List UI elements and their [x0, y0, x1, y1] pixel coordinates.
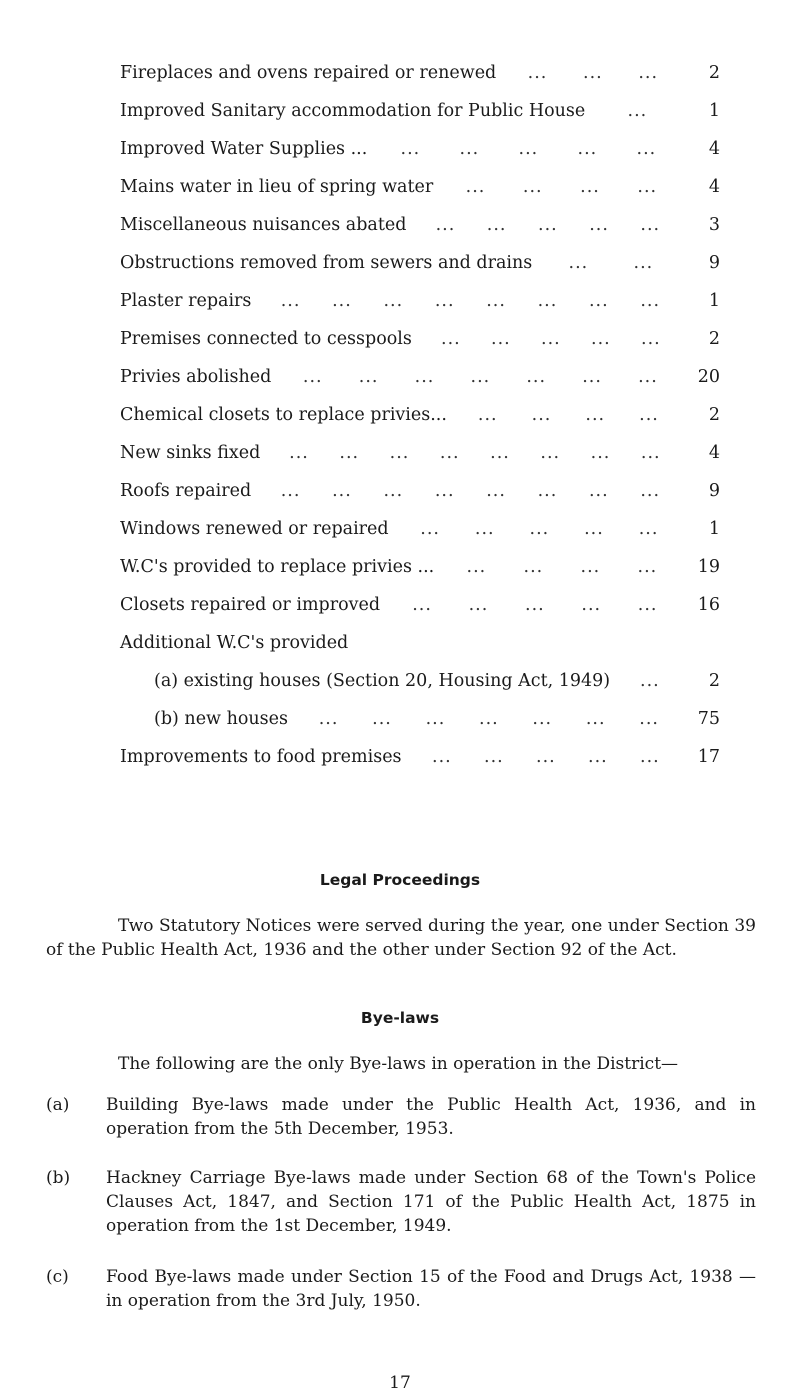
- bye-laws-heading: Bye-laws: [360, 1009, 440, 1027]
- item-label: Roofs repaired: [120, 481, 252, 501]
- list-item: Mains water in lieu of spring water 4 ... ... ... ...: [120, 168, 720, 206]
- item-value: 4: [708, 139, 720, 159]
- item-label: Closets repaired or improved: [120, 595, 381, 615]
- item-label: Chemical closets to replace privies...: [120, 405, 447, 425]
- item-value: 75: [697, 709, 720, 729]
- item-value: 9: [708, 253, 720, 273]
- item-label: (a) existing houses (Section 20, Housing Act, 1949): [154, 671, 611, 691]
- list-item: Premises connected to cesspools 2 ... ... ... ... ...: [120, 320, 720, 358]
- list-item: (a) existing houses (Section 20, Housing Act, 1949) 2 ...: [120, 662, 720, 700]
- list-item: Improvements to food premises 17 ... ... ... ... ...: [120, 738, 720, 776]
- item-label: W.C's provided to replace privies ...: [120, 557, 435, 577]
- legal-proceedings-heading: Legal Proceedings: [319, 871, 481, 889]
- bye-law-letter: (c): [46, 1267, 69, 1287]
- item-value: 4: [708, 177, 720, 197]
- bye-law-item-a: [46, 1093, 756, 1143]
- item-value: 20: [697, 367, 720, 387]
- bye-law-text: Building Bye-laws made under the Public Health Act, 1936, and in operation from the 5th December, 1953.: [106, 1095, 756, 1139]
- item-value: 19: [697, 557, 720, 577]
- list-item: Plaster repairs 1 ... ... ... ... ... ... ... ...: [120, 282, 720, 320]
- item-value: 16: [697, 595, 720, 615]
- list-item: Closets repaired or improved 16 ... ... ... ... ...: [120, 586, 720, 624]
- item-label: Improvements to food premises: [120, 747, 402, 767]
- item-label: Plaster repairs: [120, 291, 252, 311]
- item-value: 2: [708, 671, 720, 691]
- item-label: Mains water in lieu of spring water: [120, 177, 434, 197]
- item-value: 4: [708, 443, 720, 463]
- item-value: 3: [708, 215, 720, 235]
- item-value: 9: [708, 481, 720, 501]
- bye-law-item-c: [46, 1265, 756, 1315]
- item-label: Additional W.C's provided: [120, 633, 349, 653]
- item-value: 2: [708, 329, 720, 349]
- list-item: New sinks fixed 4 ... ... ... ... ... ... ... ...: [120, 434, 720, 472]
- item-label: Improved Water Supplies ...: [120, 139, 368, 159]
- item-value: 1: [708, 519, 720, 539]
- list-item: Fireplaces and ovens repaired or renewed 2 ... ... ...: [120, 54, 720, 92]
- list-item: Roofs repaired 9 ... ... ... ... ... ... ... ...: [120, 472, 720, 510]
- list-item: [120, 624, 720, 662]
- item-value: 1: [708, 291, 720, 311]
- item-label: Miscellaneous nuisances abated: [120, 215, 407, 235]
- bye-law-letter: (a): [46, 1095, 70, 1115]
- item-value: 1: [708, 101, 720, 121]
- legal-proceedings-text: Two Statutory Notices were served during the year, one under Section 39 of the Public Health Act, 1936 and the other under Section 92 of the Act.: [46, 916, 756, 960]
- item-value: 17: [697, 747, 720, 767]
- bye-laws-intro: The following are the only Bye-laws in operation in the District—: [118, 1054, 679, 1074]
- list-item: Improved Sanitary accommodation for Public House 1 ...: [120, 92, 720, 130]
- item-value: 2: [708, 63, 720, 83]
- list-item: Improved Water Supplies ... 4 ... ... ... ... ...: [120, 130, 720, 168]
- item-label: Windows renewed or repaired: [120, 519, 389, 539]
- item-label: Privies abolished: [120, 367, 272, 387]
- item-label: Premises connected to cesspools: [120, 329, 412, 349]
- list-item: Windows renewed or repaired 1 ... ... ... ... ...: [120, 510, 720, 548]
- list-item: Miscellaneous nuisances abated 3 ... ... ... ... ...: [120, 206, 720, 244]
- list-item: W.C's provided to replace privies ... 19 ... ... ... ...: [120, 548, 720, 586]
- item-label: New sinks fixed: [120, 443, 261, 463]
- page-number: 17: [389, 1373, 411, 1393]
- item-label: Obstructions removed from sewers and drains: [120, 253, 533, 273]
- bye-law-item-b: [46, 1166, 756, 1240]
- item-label: Fireplaces and ovens repaired or renewed: [120, 63, 497, 83]
- list-item: (b) new houses 75 ... ... ... ... ... ... ...: [120, 700, 720, 738]
- item-label: (b) new houses: [154, 709, 288, 729]
- bye-law-text: Hackney Carriage Bye-laws made under Section 68 of the Town's Police Clauses Act, 1847, and Section 171 of the Public Health Act, 1875 in operation from the 1st December, 1949.: [106, 1168, 756, 1236]
- bye-law-text: Food Bye-laws made under Section 15 of the Food and Drugs Act, 1938 — in operation from the 3rd July, 1950.: [106, 1267, 756, 1311]
- works-list: [120, 54, 720, 776]
- item-value: 2: [708, 405, 720, 425]
- bye-law-letter: (b): [46, 1168, 71, 1188]
- list-item: Privies abolished 20 ... ... ... ... ... ... ...: [120, 358, 720, 396]
- list-item: Obstructions removed from sewers and drains 9 ... ...: [120, 244, 720, 282]
- list-item: Chemical closets to replace privies... 2 ... ... ... ...: [120, 396, 720, 434]
- item-label: Improved Sanitary accommodation for Public House: [120, 101, 586, 121]
